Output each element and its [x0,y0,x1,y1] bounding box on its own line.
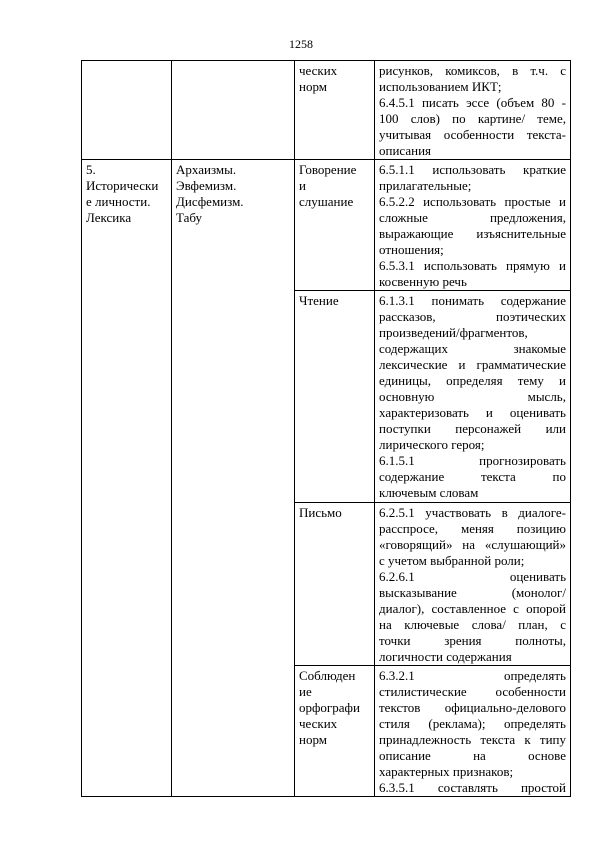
objective-line: поступки персонажей или [379,421,566,436]
objectives-cell [375,291,571,503]
objective-line: сложные предложения, [379,210,566,225]
section-cell: 5. Исторически е личности. Лексика [82,160,172,797]
page-number: 1258 [289,37,313,51]
objective-line: текстов официально-делового [379,700,566,715]
objectives-cell [375,666,571,797]
topic-cell: Архаизмы. Эвфемизм. Дисфемизм. Табу [172,160,295,797]
objective-line: основную мысль, [379,389,566,404]
objective-line: 6.3.5.1 составлять простой [379,780,566,795]
objective-line: лексические и грамматические [379,357,566,372]
skill-cell: ческих норм [295,61,375,160]
objective-line: отношения; [379,242,444,257]
objective-line: 6.5.1.1 использовать краткие [379,162,566,177]
objective-line: логичности содержания [379,649,512,664]
objective-line: использованием ИКТ; [379,79,502,94]
objective-line: высказывание (монолог/ [379,585,566,600]
objective-line: прилагательные; [379,178,472,193]
objective-line: 6.4.5.1 писать эссе (объем 80 - [379,95,566,110]
objective-line: диалог), составленное с опорой [379,601,566,616]
skill-cell: Чтение [295,291,375,503]
objective-line: выражающие изъяснительные [379,226,566,241]
objective-line: с учетом выбранной роли; [379,553,525,568]
objective-line: расспросе, меняя позицию [379,521,566,536]
objective-line: 6.1.3.1 понимать содержание [379,293,566,308]
topic-cell [172,61,295,160]
curriculum-table [81,60,571,797]
objective-line: «говорящий» на «слушающий» [379,537,566,552]
objective-line: описания [379,143,432,158]
objective-line: характеризовать и оценивать [379,405,566,420]
table-row [82,61,571,160]
objective-line: 6.2.5.1 участвовать в диалоге- [379,505,566,520]
objective-line: 6.3.2.1 определять [379,668,566,683]
objective-line: учитывая особенности текста- [379,127,566,142]
objective-line: единицы, определяя тему и [379,373,566,388]
skill-cell: Говорение и слушание [295,160,375,291]
objective-line: произведений/фрагментов, [379,325,528,340]
objective-line: стиля (реклама); определять [379,716,566,731]
objective-line: содержащих знакомые [379,341,566,356]
objective-line: 6.1.5.1 прогнозировать [379,453,566,468]
objective-line: косвенную речь [379,274,467,289]
objectives-cell [375,61,571,160]
section-cell [82,61,172,160]
skill-cell: Соблюден ие орфографи ческих норм [295,666,375,797]
objective-line: ключевым словам [379,485,479,500]
objective-line: рисунков, комиксов, в т.ч. с [379,63,566,78]
objective-line: лирического героя; [379,437,485,452]
table-row [82,160,571,291]
objective-line: описание на основе [379,748,566,763]
objective-line: стилистические особенности [379,684,566,699]
objectives-cell [375,160,571,291]
skill-cell: Письмо [295,503,375,666]
objective-line: 6.2.6.1 оценивать [379,569,566,584]
objective-line: содержание текста по [379,469,566,484]
objective-line: точки зрения полноты, [379,633,566,648]
objective-line: 100 слов) по картине/ теме, [379,111,566,126]
objective-line: принадлежность текста к типу [379,732,566,747]
objective-line: характерных признаков; [379,764,514,779]
objective-line: 6.5.2.2 использовать простые и [379,194,566,209]
objective-line: на ключевые слова/ план, с [379,617,566,632]
objectives-cell [375,503,571,666]
objective-line: рассказов, поэтических [379,309,566,324]
objective-line: 6.5.3.1 использовать прямую и [379,258,566,273]
table-body [82,61,571,797]
